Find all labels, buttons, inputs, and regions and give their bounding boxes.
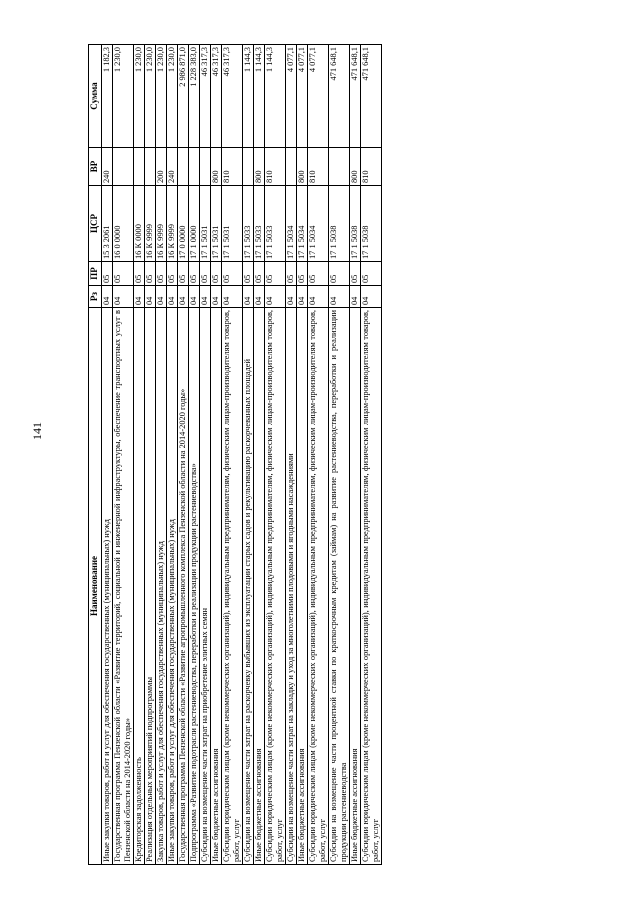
header-sum: Сумма (89, 45, 102, 148)
cell-vr (178, 148, 189, 186)
cell-rz: 04 (178, 286, 189, 308)
cell-name: Субсидии на возмещение части затрат на приобретение элитных семян (200, 308, 211, 865)
table-row (156, 45, 167, 865)
cell-name: Государственная программа Пензенской области «Развитие территорий, социальной и инженерной инфраструктуры, обеспечение транспортных услуг в Пензенской области на 2014-2020 годы» (113, 308, 134, 865)
cell-name: Иные закупки товаров, работ и услуг для обеспечения государственных (муниципальных) нужд (102, 308, 113, 865)
cell-sum: 1 230,0 (167, 45, 178, 148)
cell-rz: 04 (200, 286, 211, 308)
cell-rz: 04 (243, 286, 254, 308)
cell-pr: 05 (329, 262, 350, 286)
table-row (297, 45, 308, 865)
cell-vr: 800 (254, 148, 265, 186)
table-row (211, 45, 222, 865)
cell-vr: 800 (211, 148, 222, 186)
cell-pr: 05 (145, 262, 156, 286)
cell-pr: 05 (308, 262, 329, 286)
page-number: 141 (30, 422, 44, 440)
cell-csr: 17 1 0000 (189, 186, 200, 262)
cell-vr (134, 148, 145, 186)
table-row (308, 45, 329, 865)
table-row (350, 45, 361, 865)
cell-rz: 04 (286, 286, 297, 308)
cell-sum: 471 648,1 (350, 45, 361, 148)
header-rz: Рз (89, 286, 102, 308)
cell-csr: 17 1 5033 (254, 186, 265, 262)
cell-vr (145, 148, 156, 186)
cell-pr: 05 (243, 262, 254, 286)
cell-pr: 05 (113, 262, 134, 286)
cell-rz: 04 (102, 286, 113, 308)
cell-csr: 17 1 5038 (329, 186, 350, 262)
cell-pr: 05 (286, 262, 297, 286)
cell-sum: 4 077,1 (297, 45, 308, 148)
table-row (361, 45, 382, 865)
cell-csr: 17 1 5038 (361, 186, 382, 262)
table-row (113, 45, 134, 865)
rotated-table-container (88, 45, 568, 865)
cell-sum: 4 077,1 (308, 45, 329, 148)
cell-name: Субсидии на возмещение части затрат на раскорчевку выбывших из эксплуатации старых садов и рекультивацию раскорчеванных площадей (243, 308, 254, 865)
cell-sum: 1 230,0 (145, 45, 156, 148)
cell-rz: 04 (167, 286, 178, 308)
cell-vr: 810 (308, 148, 329, 186)
cell-rz: 04 (134, 286, 145, 308)
cell-csr: 17 1 5034 (308, 186, 329, 262)
cell-sum: 1 228 383,0 (189, 45, 200, 148)
cell-csr: 16 К 9999 (167, 186, 178, 262)
table-row (178, 45, 189, 865)
cell-sum: 46 317,3 (200, 45, 211, 148)
budget-table (88, 44, 382, 865)
cell-name: Кредиторская задолженность (134, 308, 145, 865)
cell-sum: 471 648,1 (361, 45, 382, 148)
cell-sum: 1 230,0 (113, 45, 134, 148)
cell-name: Иные бюджетные ассигнования (350, 308, 361, 865)
cell-rz: 04 (189, 286, 200, 308)
cell-sum: 1 182,3 (102, 45, 113, 148)
cell-sum: 1 144,3 (265, 45, 286, 148)
cell-name: Субсидии на возмещение части процентной ставки по краткосрочным кредитам (займам) на развитие растениеводства, переработки и реализации продукции растениеводства (329, 308, 350, 865)
cell-vr (189, 148, 200, 186)
cell-sum: 46 317,3 (222, 45, 243, 148)
cell-rz: 04 (297, 286, 308, 308)
cell-pr: 05 (189, 262, 200, 286)
cell-name: Субсидии на возмещение части затрат на закладку и уход за многолетними плодовыми и ягодными насаждениями (286, 308, 297, 865)
cell-csr: 16 К 9999 (145, 186, 156, 262)
cell-pr: 05 (178, 262, 189, 286)
cell-csr: 17 1 5033 (265, 186, 286, 262)
cell-pr: 05 (350, 262, 361, 286)
table-row (329, 45, 350, 865)
cell-name: Субсидии юридическим лицам (кроме некоммерческих организаций), индивидуальным предпринимателям, физическим лицам-производителям товаров, работ, услуг (308, 308, 329, 865)
cell-sum: 1 144,3 (254, 45, 265, 148)
cell-vr: 240 (102, 148, 113, 186)
table-row (265, 45, 286, 865)
cell-csr: 17 1 5031 (211, 186, 222, 262)
cell-name: Субсидии юридическим лицам (кроме некоммерческих организаций), индивидуальным предпринимателям, физическим лицам-производителям товаров, работ, услуг (222, 308, 243, 865)
cell-name: Иные бюджетные ассигнования (254, 308, 265, 865)
cell-rz: 04 (211, 286, 222, 308)
cell-csr: 16 К 0000 (134, 186, 145, 262)
table-body (102, 45, 382, 865)
table-row (254, 45, 265, 865)
cell-csr: 17 1 5034 (286, 186, 297, 262)
cell-vr: 810 (222, 148, 243, 186)
cell-rz: 04 (265, 286, 286, 308)
cell-name: Государственная программа Пензенской области «Развитие агропромышленного комплекса Пензенской области на 2014-2020 годы» (178, 308, 189, 865)
table-row (102, 45, 113, 865)
cell-pr: 05 (361, 262, 382, 286)
cell-name: Иные бюджетные ассигнования (297, 308, 308, 865)
cell-rz: 04 (113, 286, 134, 308)
cell-csr: 17 1 5031 (222, 186, 243, 262)
cell-csr: 15 3 2061 (102, 186, 113, 262)
cell-vr: 240 (167, 148, 178, 186)
table-row (200, 45, 211, 865)
cell-vr: 810 (361, 148, 382, 186)
cell-sum: 4 077,1 (286, 45, 297, 148)
cell-csr: 17 1 5038 (350, 186, 361, 262)
cell-rz: 04 (329, 286, 350, 308)
cell-name: Иные бюджетные ассигнования (211, 308, 222, 865)
cell-sum: 2 986 871,0 (178, 45, 189, 148)
table-row (189, 45, 200, 865)
cell-pr: 05 (297, 262, 308, 286)
cell-name: Иные закупки товаров, работ и услуг для обеспечения государственных (муниципальных) нужд (167, 308, 178, 865)
cell-vr: 800 (297, 148, 308, 186)
header-name: Наименование (89, 308, 102, 865)
cell-rz: 04 (145, 286, 156, 308)
cell-csr: 17 1 5031 (200, 186, 211, 262)
header-csr: ЦСР (89, 186, 102, 262)
cell-rz: 04 (222, 286, 243, 308)
cell-vr (286, 148, 297, 186)
cell-pr: 05 (211, 262, 222, 286)
cell-name: Подпрограмма «Развитие подотрасли растениеводства, переработки и реализации продукции растениеводства» (189, 308, 200, 865)
cell-vr: 200 (156, 148, 167, 186)
cell-vr: 800 (350, 148, 361, 186)
table-row (167, 45, 178, 865)
cell-vr (200, 148, 211, 186)
cell-vr (113, 148, 134, 186)
cell-vr (329, 148, 350, 186)
cell-pr: 05 (222, 262, 243, 286)
cell-sum: 1 230,0 (156, 45, 167, 148)
cell-rz: 04 (350, 286, 361, 308)
cell-name: Субсидии юридическим лицам (кроме некоммерческих организаций), индивидуальным предпринимателям, физическим лицам-производителям товаров, работ, услуг (265, 308, 286, 865)
cell-sum: 1 230,0 (134, 45, 145, 148)
table-row (145, 45, 156, 865)
table-row (286, 45, 297, 865)
header-pr: ПР (89, 262, 102, 286)
table-row (243, 45, 254, 865)
table-row (222, 45, 243, 865)
cell-rz: 04 (254, 286, 265, 308)
cell-sum: 471 648,1 (329, 45, 350, 148)
cell-rz: 04 (308, 286, 329, 308)
cell-name: Субсидии юридическим лицам (кроме некоммерческих организаций), индивидуальным предпринимателям, физическим лицам-производителям товаров, работ, услуг (361, 308, 382, 865)
cell-csr: 17 1 5034 (297, 186, 308, 262)
cell-pr: 05 (265, 262, 286, 286)
cell-sum: 46 317,3 (211, 45, 222, 148)
cell-pr: 05 (200, 262, 211, 286)
cell-pr: 05 (167, 262, 178, 286)
cell-pr: 05 (254, 262, 265, 286)
header-vr: ВР (89, 148, 102, 186)
cell-rz: 04 (156, 286, 167, 308)
cell-pr: 05 (102, 262, 113, 286)
cell-csr: 16 К 9999 (156, 186, 167, 262)
cell-vr: 810 (265, 148, 286, 186)
cell-pr: 05 (156, 262, 167, 286)
cell-pr: 05 (134, 262, 145, 286)
cell-csr: 17 1 5033 (243, 186, 254, 262)
table-header-row (89, 45, 102, 865)
cell-name: Реализация отдельных мероприятий подпрограммы (145, 308, 156, 865)
cell-name: Закупка товаров, работ и услуг для обеспечения государственных (муниципальных) нужд (156, 308, 167, 865)
cell-rz: 04 (361, 286, 382, 308)
cell-sum: 1 144,3 (243, 45, 254, 148)
cell-csr: 16 0 0000 (113, 186, 134, 262)
cell-csr: 17 0 0000 (178, 186, 189, 262)
cell-vr (243, 148, 254, 186)
table-row (134, 45, 145, 865)
